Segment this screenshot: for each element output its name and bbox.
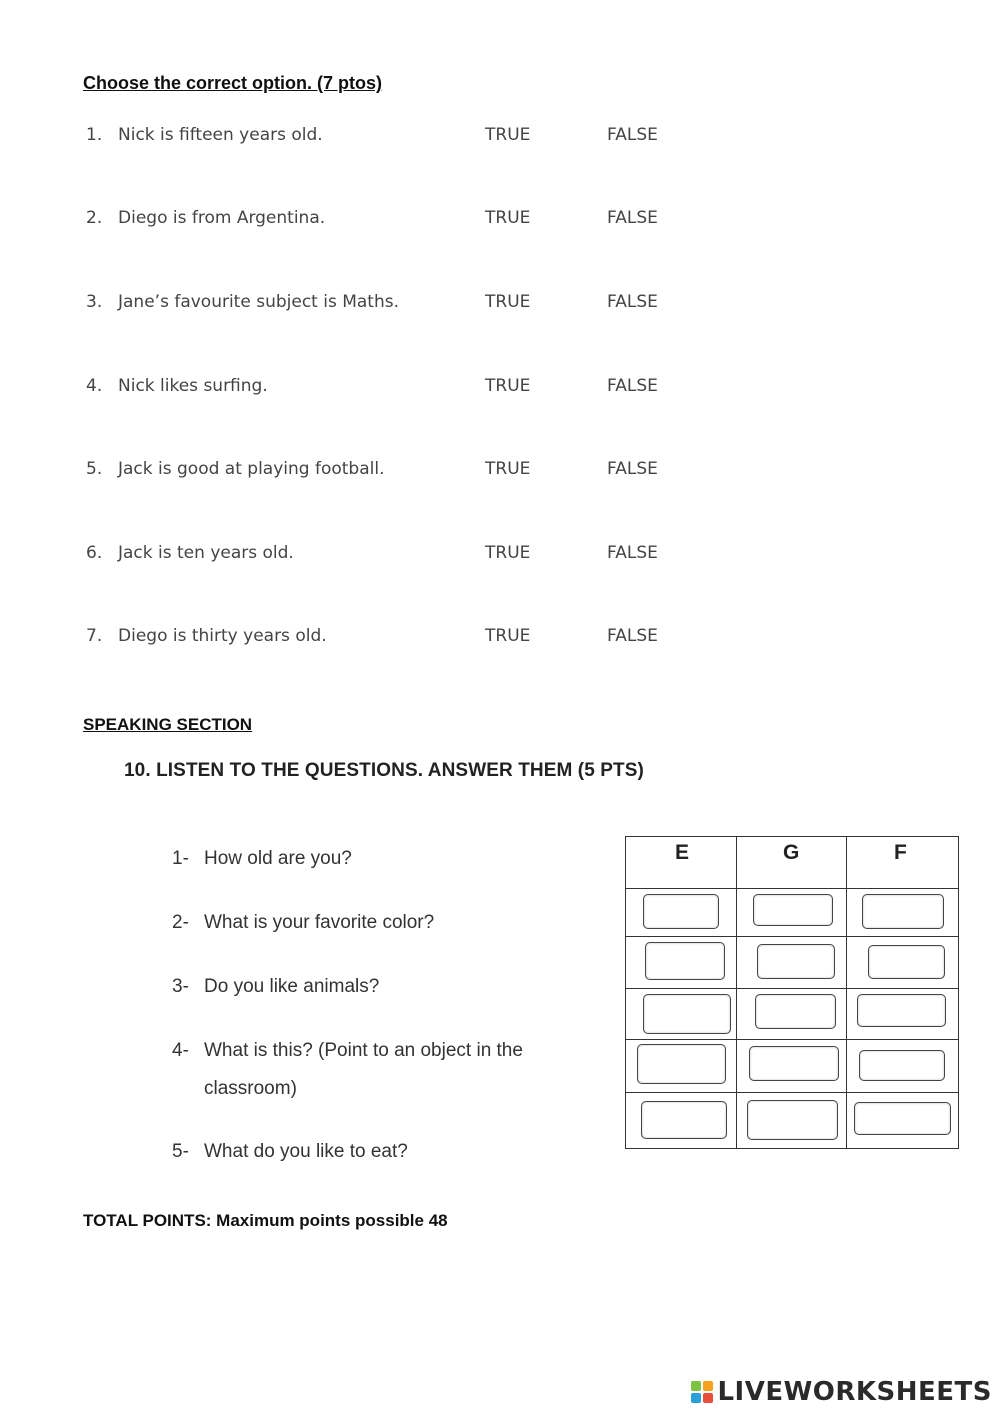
answer-box[interactable] <box>757 944 835 979</box>
list-item <box>86 626 686 656</box>
question-number: 2- <box>172 912 189 933</box>
false-option[interactable]: FALSE <box>607 543 658 563</box>
false-option[interactable]: FALSE <box>607 626 658 646</box>
list-item <box>86 543 686 573</box>
question-text: Do you like animals? <box>204 976 380 997</box>
grid-divider <box>626 936 958 937</box>
column-header-e: E <box>675 841 690 864</box>
list-item <box>86 376 686 406</box>
grid-divider <box>626 1092 958 1093</box>
answer-box[interactable] <box>645 942 725 980</box>
answer-box[interactable] <box>862 894 944 929</box>
liveworksheets-logo <box>691 1377 992 1407</box>
true-option[interactable]: TRUE <box>485 543 531 563</box>
question-continuation: classroom) <box>204 1078 297 1099</box>
grid-divider <box>846 837 847 1148</box>
answer-box[interactable] <box>747 1100 838 1140</box>
column-header-f: F <box>894 841 907 864</box>
statement-text: Jane’s favourite subject is Maths. <box>118 292 399 312</box>
statement-text: Jack is good at playing football. <box>118 459 385 479</box>
question-text: What do you like to eat? <box>204 1141 408 1162</box>
false-option[interactable]: FALSE <box>607 376 658 396</box>
list-item <box>86 292 686 322</box>
false-option[interactable]: FALSE <box>607 208 658 228</box>
question-item <box>172 848 352 870</box>
question-item <box>172 976 379 998</box>
answer-box[interactable] <box>643 894 719 929</box>
statement-text: Jack is ten years old. <box>118 543 294 563</box>
question-item <box>172 1141 408 1163</box>
answer-box[interactable] <box>753 894 833 926</box>
column-header-g: G <box>783 841 800 864</box>
answer-box[interactable] <box>868 945 945 979</box>
question-number: 5- <box>172 1141 189 1162</box>
logo-icon <box>691 1381 713 1403</box>
question-number: 1- <box>172 848 189 869</box>
answer-box[interactable] <box>755 994 836 1029</box>
item-number: 5. <box>86 459 103 479</box>
question-item <box>172 1040 523 1062</box>
statement-text: Diego is from Argentina. <box>118 208 326 228</box>
statement-text: Diego is thirty years old. <box>118 626 327 646</box>
total-points: TOTAL POINTS: Maximum points possible 48 <box>83 1211 448 1230</box>
grid-divider <box>736 837 737 1148</box>
true-option[interactable]: TRUE <box>485 292 531 312</box>
list-item <box>86 125 686 155</box>
false-option[interactable]: FALSE <box>607 292 658 312</box>
statement-text: Nick likes surfing. <box>118 376 268 396</box>
logo-text: LIVEWORKSHEETS <box>717 1377 992 1407</box>
item-number: 6. <box>86 543 103 563</box>
true-option[interactable]: TRUE <box>485 626 531 646</box>
true-option[interactable]: TRUE <box>485 208 531 228</box>
question-number: 3- <box>172 976 189 997</box>
answer-box[interactable] <box>859 1050 945 1081</box>
item-number: 2. <box>86 208 103 228</box>
logo-square-red <box>703 1393 713 1403</box>
answer-box[interactable] <box>749 1046 839 1081</box>
question-text: How old are you? <box>204 848 352 869</box>
item-number: 7. <box>86 626 103 646</box>
section-heading-speaking: SPEAKING SECTION <box>83 715 253 734</box>
list-item <box>86 459 686 489</box>
section-heading-true-false: Choose the correct option. (7 ptos) <box>83 73 383 93</box>
item-number: 1. <box>86 125 103 145</box>
grid-divider <box>626 988 958 989</box>
grid-divider <box>626 888 958 889</box>
item-number: 3. <box>86 292 103 312</box>
list-item <box>86 208 686 238</box>
logo-square-green <box>691 1381 701 1391</box>
false-option[interactable]: FALSE <box>607 459 658 479</box>
answer-box[interactable] <box>857 994 946 1027</box>
question-number: 4- <box>172 1040 189 1061</box>
answer-box[interactable] <box>637 1044 726 1084</box>
true-option[interactable]: TRUE <box>485 376 531 396</box>
question-item <box>172 912 434 934</box>
answer-box[interactable] <box>854 1102 951 1135</box>
item-number: 4. <box>86 376 103 396</box>
logo-square-blue <box>691 1393 701 1403</box>
logo-square-orange <box>703 1381 713 1391</box>
question-text: What is your favorite color? <box>204 912 435 933</box>
answer-box[interactable] <box>643 994 731 1034</box>
question-text: What is this? (Point to an object in the <box>204 1040 523 1061</box>
statement-text: Nick is fifteen years old. <box>118 125 323 145</box>
answer-grid <box>625 836 959 1149</box>
speaking-title: 10. LISTEN TO THE QUESTIONS. ANSWER THEM (5 PTS) <box>124 760 644 781</box>
false-option[interactable]: FALSE <box>607 125 658 145</box>
true-option[interactable]: TRUE <box>485 459 531 479</box>
grid-divider <box>626 1039 958 1040</box>
answer-box[interactable] <box>641 1101 727 1139</box>
true-option[interactable]: TRUE <box>485 125 531 145</box>
